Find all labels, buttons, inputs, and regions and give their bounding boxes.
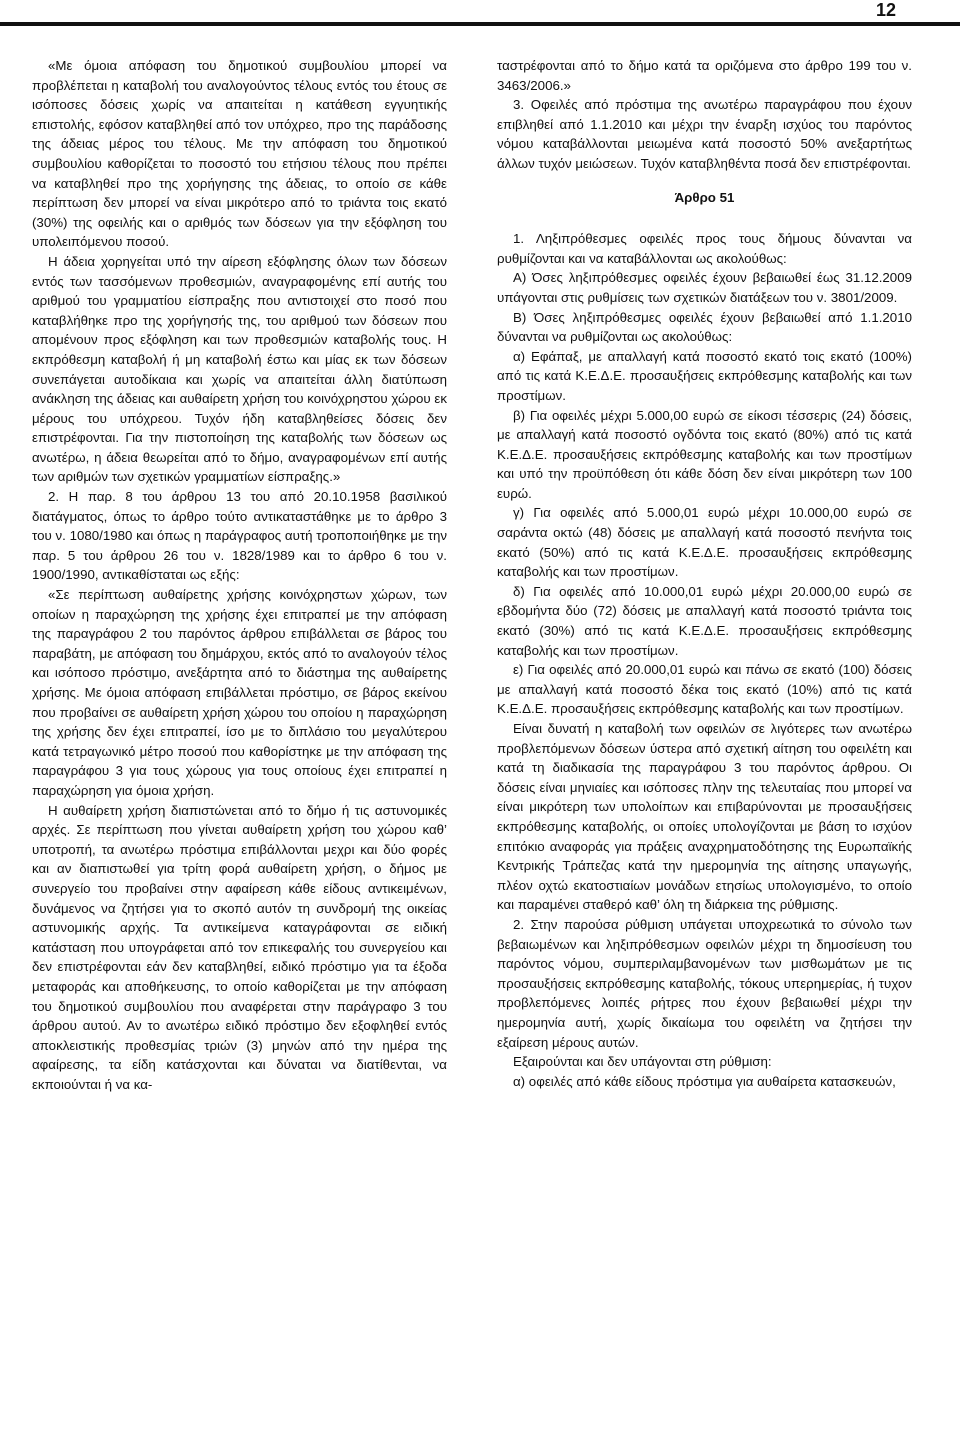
paragraph: ταστρέφονται από το δήμο κατά τα οριζόμενα στο άρθρο 199 του ν. 3463/2006.» (497, 58, 912, 93)
paragraph: «Με όμοια απόφαση του δημοτικού συμβουλίου μπορεί να προβλέπεται η καταβολή του αναλογούντος τέλους εντός του έτους σε ισόποσες δόσεις χωρίς να απαιτείται η κατάθεση εγγυητικής επιστολής, εφόσον καταβληθεί από τον υπόχρεο, προ της παράδοσης της άδειας μέρος του τέλους. Με την απόφαση του δημοτικού συμβουλίου καθορίζεται το ποσοστό του ετήσιου τέλους που πρέπει να καταβληθεί προ της χορήγησης της άδειας, το οποίο σε κάθε περίπτωση δεν μπορεί να είναι μικρότερο από το τριάντα τοις εκατό (30%) της οφειλής και ο αριθμός των δόσεων για την εξόφληση του υπολειπόμενου ποσού. (32, 58, 447, 250)
paragraph: ε) Για οφειλές από 20.000,01 ευρώ και πάνω σε εκατό (100) δόσεις με απαλλαγή κατά ποσοστό δέκα τοις εκατό (10%) από τις κατά Κ.Ε.Δ.Ε. προσαυξήσεις εκπρόθεσμης καταβολής και των προστίμων. (497, 662, 912, 717)
paragraph: Η αυθαίρετη χρήση διαπιστώνεται από το δήμο ή τις αστυνομικές αρχές. Σε περίπτωση που γίνεται αυθαίρετη χρήση του χώρου καθ’ υποτροπή, τα ανωτέρω πρόστιμα επιβάλλονται μεχρι και δύο φορές και αν διαπιστωθεί για τρίτη φορά αυθαίρετη χρήση, ο δήμος με συνεργείο του προβαίνει στην αφαίρεση κάθε είδους αντικειμένων, δυνάμενος να ζητήσει για το σκοπό αυτόν τη συνδρομή της οικείας αστυνομικής αρχής. Τα αντικείμενα καταγράφονται σε ειδική κατάσταση που υπογράφεται από τον επικεφαλής του συνεργείου και δεν επιστρέφονται εάν δεν καταβληθεί, ειδικό πρόστιμο για τα έξοδα μεταφοράς και αποθήκευσης, το οποίο καθορίζεται με την απόφαση του δημοτικού συμβουλίου που αναφέρεται στην παράγραφο 3 του άρθρου αυτού. Αν το ανωτέρω ειδικό πρόστιμο δεν εξοφληθεί εντός αποκλειστικής προθεσμίας τριών (3) μηνών από την ημέρα της αφαίρεσης, τα είδη κατάσχονται και δύναται να διατίθενται, να εκποιούνται ή να κα- (32, 802, 447, 1092)
article-heading: Άρθρο 51 (674, 189, 735, 205)
page-header (0, 0, 960, 26)
paragraph: Β) Όσες ληξιπρόθεσμες οφειλές έχουν βεβαιωθεί από 1.1.2010 δύνανται να ρυθμίζονται ως ακολούθως: (497, 309, 912, 345)
right-column (497, 56, 912, 1091)
paragraph: «Σε περίπτωση αυθαίρετης χρήσης κοινόχρηστων χώρων, των οποίων η παραχώρηση της χρήσης έχει επιτραπεί με την απόφαση της παραγράφου 2 του παρόντος άρθρου επιβάλλεται σε βάρος του παραβάτη, με απόφαση του δημάρχου, εκτός από το αναλογούν τέλος και ισόποσο πρόστιμο, ανεξάρτητα από το διάστημα της αυθαίρετης χρήσης. Με όμοια απόφαση επιβάλλεται πρόστιμο, σε βάρος εκείνου που προβαίνει σε αυθαίρετη χρήση χώρου του οποίου η παραχώρηση της χρήσης δεν έχει επιτραπεί, ίσο με το διπλάσιο του μεγαλύτερου κατά τετραγωνικό μέτρο ποσού που καθορίστηκε με την απόφαση της παραγράφου 3 για τους χώρους για τους οποίους έχει επιτραπεί η παραχώρηση για όμοια χρήση. (32, 587, 447, 798)
paragraph: Είναι δυνατή η καταβολή των οφειλών σε λιγότερες των ανωτέρω προβλεπόμενων δόσεων ύστερα από σχετική αίτηση του οφειλέτη και κατά τη διαδικασία της παραγράφου 3 του παρόντος άρθρου. Οι δόσεις είναι μηνιαίες και ισόποσες πλην της τελευταίας που μπορεί να είναι μικρότερη των υπολοίπων και επιβαρύνονται με προσαυξήσεις εκπρόθεσμης καταβολής, οι οποίες υπολογίζονται με βάση το ισχύον επιτόκιο αναφοράς για πράξεις αναχρηματοδότησης της Ευρωπαϊκής Κεντρικής Τράπεζας κατά την ημερομηνία της αίτησης υπαγωγής, πλέον οχτώ εκατοστιαίων μονάδων ετησίως υπολογισμένο, το οποίο και παραμένει σταθερό καθ’ όλη τη διάρκεια της ρύθμισης. (497, 721, 912, 913)
paragraph: 1. Ληξιπρόθεσμες οφειλές προς τους δήμους δύνανται να ρυθμίζονται και να καταβάλλονται ως ακολούθως: (497, 231, 912, 266)
paragraph: α) Εφάπαξ, με απαλλαγή κατά ποσοστό εκατό τοις εκατό (100%) από τις κατά Κ.Ε.Δ.Ε. προσαυξήσεις εκπρόθεσμης καταβολής και των προστίμων. (497, 348, 912, 403)
paragraph: Α) Όσες ληξιπρόθεσμες οφειλές έχουν βεβαιωθεί έως 31.12.2009 υπάγονται στις ρυθμίσεις των σχετικών διατάξεων του ν. 3801/2009. (497, 270, 912, 305)
paragraph: α) οφειλές από κάθε είδους πρόστιμα για αυθαίρετα κατασκευών, (513, 1073, 896, 1089)
paragraph: 3. Οφειλές από πρόστιμα της ανωτέρω παραγράφου που έχουν επιβληθεί από 1.1.2010 και μέχρι την έναρξη ισχύος του παρόντος νόμου καταβάλλονται μειωμένα κατά ποσοστό 50% ανεξαρτήτως άλλων τυχόν μειώσεων. Τυχόν καταβληθέντα ποσά δεν επιστρέφονται. (497, 97, 912, 171)
paragraph: Εξαιρούνται και δεν υπάγονται στη ρύθμιση: (513, 1054, 772, 1070)
paragraph: δ) Για οφειλές από 10.000,01 ευρώ μέχρι 20.000,00 ευρώ σε εβδομήντα δύο (72) δόσεις με απαλλαγή κατά ποσοστό τριάντα τοις εκατό (30%) από τις κατά Κ.Ε.Δ.Ε. προσαυξήσεις εκπρόθεσμης καταβολής και των προστίμων. (497, 583, 912, 658)
page-number: 12 (875, 0, 896, 20)
left-column (32, 56, 447, 1094)
paragraph: 2. Στην παρούσα ρύθμιση υπάγεται υποχρεωτικά το σύνολο των βεβαιωμένων και ληξιπρόθεσμων οφειλών μέχρι τη δημοσίευση του παρόντος νόμου, συμπεριλαμβανομένων των μισθωμάτων με τις προσαυξήσεις εκπρόθεσμης καταβολής, τόκους υπερημερίας, ή τυχον προβλεπόμενες λοιπές ρήτρες που έχουν βεβαιωθεί μέχρι την ημερομηνία αυτή, χωρίς δικαίωμα του οφειλέτη να ζητήσει την εξαίρεση μέρους αυτών. (497, 916, 912, 1050)
paragraph: Η άδεια χορηγείται υπό την αίρεση εξόφλησης όλων των δόσεων εντός των τασσόμενων προθεσμιών, αναγραφομένης επί αυτής του αριθμού του γραμματίου είσπραξης που αντιστοιχεί στο ποσό που καταβλήθηκε προ της χορήγησής της, του αριθμού των δόσεων που απομένουν προς εξόφληση και των προθεσμιών καταβολής τους. Η εκπρόθεσμη καταβολή ή μη καταβολή έστω και μίας εκ των δόσεων συνεπάγεται αυτοδίκαια και χωρίς να απαιτείται άλλη διατύπωση ανάκληση της άδειας και αυθαίρετη χρήση του κοινόχρηστου χώρου εκ μέρους του υπόχρεου. Τυχόν ήδη καταβληθείσες δόσεις δεν επιστρέφονται. Για την πιστοποίηση της καταβολής των δόσεων ως ανωτέρω, η άδεια θεωρείται από το δήμο, αναγραφομένων επί αυτής των αριθμών των σχετικών γραμματίων είσπραξης.» (32, 253, 447, 485)
paragraph: β) Για οφειλές μέχρι 5.000,00 ευρώ σε είκοσι τέσσερις (24) δόσεις, με απαλλαγή κατά ποσοστό ογδόντα τοις εκατό (80%) από τις κατά Κ.Ε.Δ.Ε. προσαυξήσεις εκπρόθεσμης καταβολής και των προστίμων και υπό την προϋπόθεση ότι κάθε δόση δεν είναι μικρότερη των 100 ευρώ. (497, 407, 912, 501)
paragraph: 2. Η παρ. 8 του άρθρου 13 του από 20.10.1958 βασιλικού διατάγματος, όπως το άρθρο τούτο αντικαταστάθηκε με το άρθρο 3 του ν. 1080/1980 και όπως η παράγραφος αυτή τροποποιήθηκε με την παρ. 5 του άρθρου 26 του ν. 1828/1989 και το άρθρο 6 του ν. 1900/1990, αντικαθίσταται ως εξής: (32, 489, 447, 583)
paragraph: γ) Για οφειλές από 5.000,01 ευρώ μέχρι 10.000,00 ευρώ σε σαράντα οκτώ (48) δόσεις με απαλλαγή κατά ποσοστό πενήντα τοις εκατό (50%) από τις κατά Κ.Ε.Δ.Ε. προσαυξήσεις εκπρόθεσμης καταβολής και των προστίμων. (497, 505, 912, 580)
